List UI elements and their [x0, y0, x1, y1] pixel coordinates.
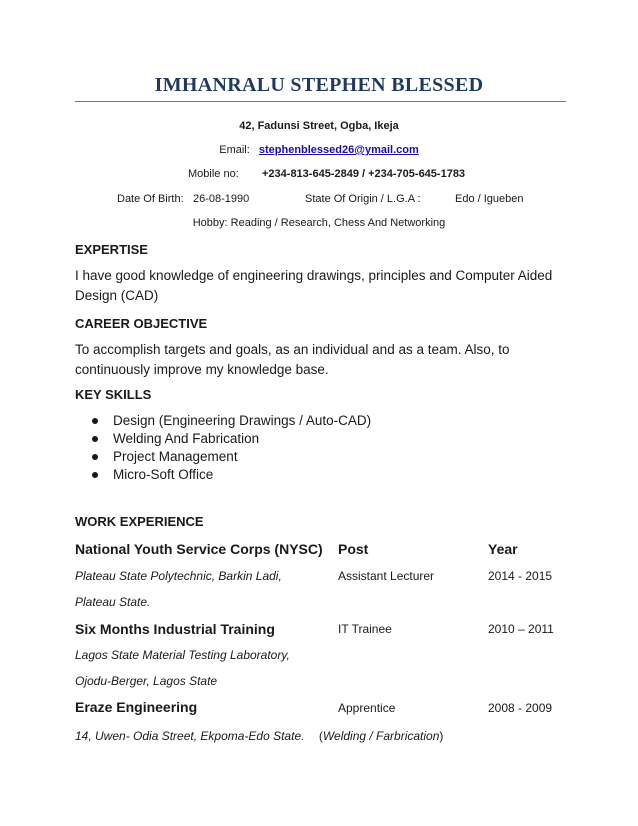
career-objective-heading: CAREER OBJECTIVE: [75, 316, 208, 331]
key-skills-heading: KEY SKILLS: [75, 387, 152, 402]
job-location: Lagos State Material Testing Laboratory,: [75, 648, 290, 662]
expertise-text: I have good knowledge of engineering drawings, principles and Computer Aided Design (CAD): [75, 268, 553, 303]
email-label: Email:: [219, 144, 250, 156]
job-location-line: [75, 727, 443, 745]
job-org: National Youth Service Corps (NYSC): [75, 541, 323, 557]
job-location: 14, Uwen- Odia Street, Ekpoma-Edo State.: [75, 729, 305, 743]
post-column-header: Post: [338, 541, 369, 557]
skill-item: Micro-Soft Office: [92, 466, 371, 484]
job-org: Six Months Industrial Training: [75, 621, 275, 637]
skill-item: Welding And Fabrication: [92, 430, 371, 448]
candidate-name: IMHANRALU STEPHEN BLESSED: [154, 74, 484, 96]
job-note: (Welding / Farbrication): [318, 729, 444, 743]
key-skills-list: [92, 412, 371, 484]
dob-value: 26-08-1990: [193, 193, 250, 205]
job-year: 2014 - 2015: [488, 569, 553, 583]
expertise-heading: EXPERTISE: [75, 242, 148, 257]
mobile-number: +234-813-645-2849 / +234-705-645-1783: [262, 168, 466, 180]
hobby-line: Hobby: Reading / Research, Chess And Networking: [192, 217, 446, 229]
job-org: Eraze Engineering: [75, 699, 198, 715]
state-value: Edo / Igueben: [455, 193, 524, 205]
skill-item: Design (Engineering Drawings / Auto-CAD): [92, 412, 371, 430]
job-post: IT Trainee: [338, 622, 392, 636]
email-link[interactable]: stephenblessed26@ymail.com: [258, 144, 419, 156]
address: 42, Fadunsi Street, Ogba, Ikeja: [239, 120, 399, 132]
state-label: State Of Origin / L.G.A :: [305, 193, 421, 205]
job-location: Plateau State Polytechnic, Barkin Ladi,: [75, 569, 282, 583]
job-year: 2008 - 2009: [488, 701, 553, 715]
job-note-text: Welding / Farbrication: [322, 729, 440, 743]
job-location: Plateau State.: [75, 595, 151, 609]
header-divider: [75, 101, 566, 102]
job-year: 2010 – 2011: [488, 622, 554, 636]
career-objective-text: To accomplish targets and goals, as an individual and as a team. Also, to continuously improve my knowledge base.: [75, 342, 510, 377]
mobile-label: Mobile no:: [188, 168, 239, 180]
job-location: Ojodu-Berger, Lagos State: [75, 674, 218, 688]
email-line: [0, 144, 638, 156]
year-column-header: Year: [488, 541, 518, 557]
work-experience-heading: WORK EXPERIENCE: [75, 514, 204, 529]
job-post: Assistant Lecturer: [338, 569, 435, 583]
job-post: Apprentice: [338, 701, 396, 715]
skill-item: Project Management: [92, 448, 371, 466]
dob-label: Date Of Birth:: [117, 193, 184, 205]
